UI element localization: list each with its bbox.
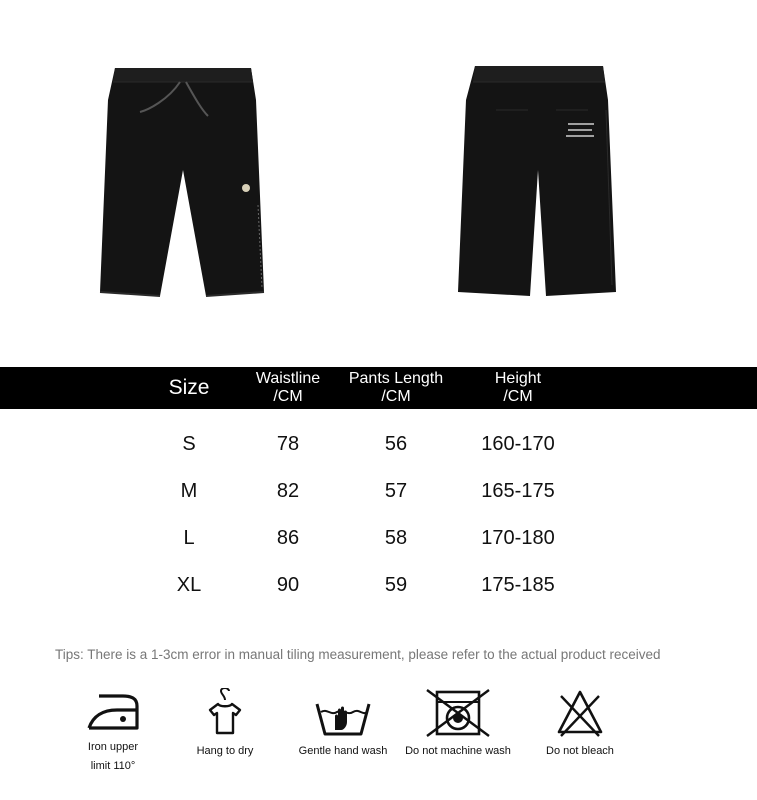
care-iron — [68, 688, 158, 776]
waistline-cell: 78 — [276, 432, 300, 455]
care-hand-wash — [288, 688, 398, 761]
height-cell: 175-185 — [481, 573, 555, 596]
size-cell: XL — [176, 573, 202, 596]
table-row — [0, 523, 757, 553]
header-height — [462, 367, 574, 409]
header-waistline-label: Waistline — [255, 370, 321, 387]
size-cell: S — [182, 432, 196, 455]
pants-length-cell: 56 — [384, 432, 408, 455]
header-size — [150, 367, 228, 409]
size-cell: M — [180, 479, 198, 502]
care-hand-wash-label: Gentle hand wash — [298, 745, 388, 757]
measurement-tips: Tips: There is a 1-3cm error in manual tiling measurement, please refer to the actual product received — [55, 647, 661, 662]
waistline-cell: 82 — [276, 479, 300, 502]
hand-wash-icon — [313, 688, 373, 738]
care-no-machine-wash-label: Do not machine wash — [405, 745, 511, 757]
header-pants-length — [340, 367, 452, 409]
care-no-bleach-label: Do not bleach — [546, 745, 614, 757]
header-size-label: Size — [168, 376, 210, 399]
pants-length-cell: 57 — [384, 479, 408, 502]
care-no-machine-wash — [398, 688, 518, 761]
table-row — [0, 476, 757, 506]
care-iron-label: Iron upper — [87, 741, 139, 753]
height-cell: 165-175 — [481, 479, 555, 502]
care-hang-label: Hang to dry — [196, 745, 254, 757]
header-waistline-unit: /CM — [273, 388, 303, 405]
height-cell: 160-170 — [481, 432, 555, 455]
hanger-icon — [203, 688, 247, 738]
height-cell: 170-180 — [481, 526, 555, 549]
table-row — [0, 429, 757, 459]
no-machine-wash-icon — [425, 688, 491, 738]
waistline-cell: 90 — [276, 573, 300, 596]
care-no-bleach — [530, 688, 630, 761]
header-pants-length-label: Pants Length — [348, 370, 444, 387]
size-table-header — [0, 367, 757, 409]
header-pants-length-unit: /CM — [381, 388, 411, 405]
care-hang — [180, 688, 270, 761]
waistline-cell: 86 — [276, 526, 300, 549]
header-height-unit: /CM — [503, 388, 533, 405]
pants-length-cell: 58 — [384, 526, 408, 549]
shorts-back-image — [456, 60, 626, 300]
no-bleach-icon — [555, 688, 605, 738]
size-cell: L — [183, 526, 195, 549]
pants-length-cell: 59 — [384, 573, 408, 596]
care-iron-label-line2: limit 110° — [90, 760, 136, 772]
table-row — [0, 570, 757, 600]
header-height-label: Height — [494, 370, 542, 387]
iron-icon — [83, 688, 143, 734]
header-waistline — [246, 367, 330, 409]
shorts-front-image — [98, 60, 268, 300]
